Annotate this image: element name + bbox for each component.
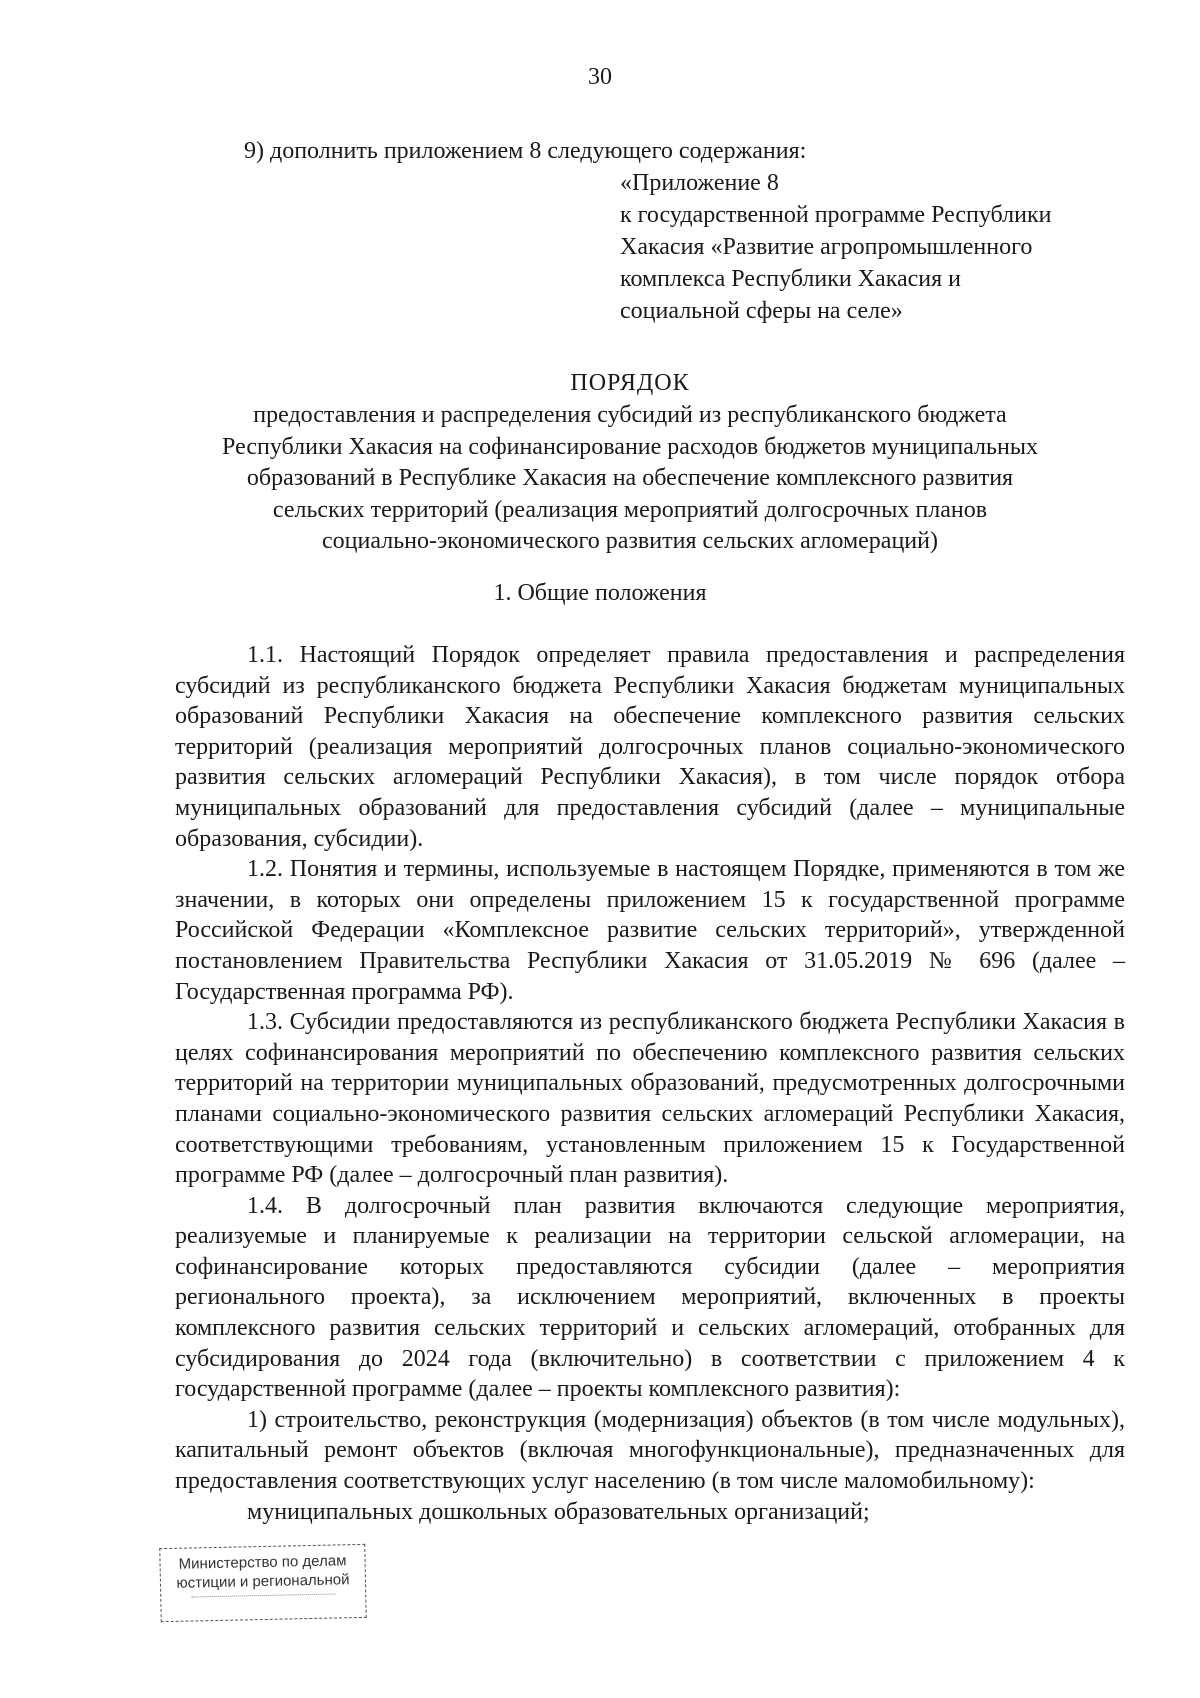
document-title-block (180, 367, 1080, 558)
appendix-line: «Приложение 8 (620, 170, 779, 196)
list-subitem: муниципальных дошкольных образовательных организаций; (247, 1498, 870, 1525)
stamp-faint-line (191, 1593, 335, 1605)
appendix-line: социальной сферы на селе» (620, 298, 903, 324)
section-heading: 1. Общие положения (493, 580, 707, 606)
appendix-line: комплекса Республики Хакасия и (620, 266, 962, 292)
appendix-line: Хакасия «Развитие агропромышленного (620, 234, 1033, 260)
ministry-stamp (159, 1544, 367, 1622)
subtitle-line: предоставления и распределения субсидий из республиканского бюджета (253, 402, 1007, 428)
appendix-header (620, 167, 1100, 327)
stamp-line: юстиции и региональной (176, 1571, 350, 1592)
body-text (175, 640, 1125, 1527)
document-title: ПОРЯДОК (570, 370, 690, 396)
paragraph-1-4: 1.4. В долгосрочный план развития включаются следующие мероприятия, реализуемые и планируемые к реализации на территории сельской агломерации, на софинансирование которых предоставляются субсидии (далее – мероприятия регионального проекта), за исключением мероприятий, включенных в проекты комплексного развития сельских территорий и сельских агломераций, отобранных для субсидирования до 2024 года (включительно) в соответствии с приложением 4 к государственной программе (далее – проекты комплексного развития): (175, 1192, 1125, 1403)
amendment-line: 9) дополнить приложением 8 следующего содержания: (244, 138, 807, 164)
page-number: 30 (588, 64, 612, 90)
stamp-line: Министерство по делам (178, 1552, 347, 1573)
subtitle-line: Республики Хакасия на софинансирование расходов бюджетов муниципальных (222, 433, 1038, 460)
subtitle-line: образований в Республике Хакасия на обеспечение комплексного развития (246, 465, 1014, 491)
list-item-1: 1) строительство, реконструкция (модернизация) объектов (в том числе модульных), капитальный ремонт объектов (включая многофункциональные), предназначенных для предоставления соответствующих услуг населению (в том числе маломобильному): (175, 1406, 1125, 1495)
paragraph-1-2: 1.2. Понятия и термины, используемые в настоящем Порядке, применяются в том же значении, в которых они определены приложением 15 к государственной программе Российской Федерации «Комплексное развитие сельских территорий», утвержденной постановлением Правительства Республики Хакасия от 31.05.2019 № 696 (далее – Государственная программа РФ). (175, 856, 1125, 1005)
appendix-line: к государственной программе Республики (620, 202, 1052, 228)
paragraph-1-1: 1.1. Настоящий Порядок определяет правила предоставления и распределения субсидий из республиканского бюджета Республики Хакасия бюджетам муниципальных образований Республики Хакасия на обеспечение комплексного развития сельских территорий (реализация мероприятий долгосрочных планов социально-экономического развития сельских агломераций Республики Хакасия), в том числе порядок отбора муниципальных образований для предоставления субсидий (далее – муниципальные образования, субсидии). (175, 642, 1125, 852)
subtitle-line: социально-экономического развития сельских агломераций) (322, 528, 938, 554)
document-subtitle (180, 400, 1080, 558)
paragraph-1-3: 1.3. Субсидии предоставляются из республиканского бюджета Республики Хакасия в целях софинансирования мероприятий по обеспечению комплексного развития сельских территорий на территории муниципальных образований, предусмотренных долгосрочными планами социально-экономического развития сельских агломераций Республики Хакасия, соответствующими требованиям, установленным приложением 15 к Государственной программе РФ (далее – долгосрочный план развития). (175, 1009, 1125, 1189)
subtitle-line: сельских территорий (реализация мероприятий долгосрочных планов (272, 496, 988, 523)
